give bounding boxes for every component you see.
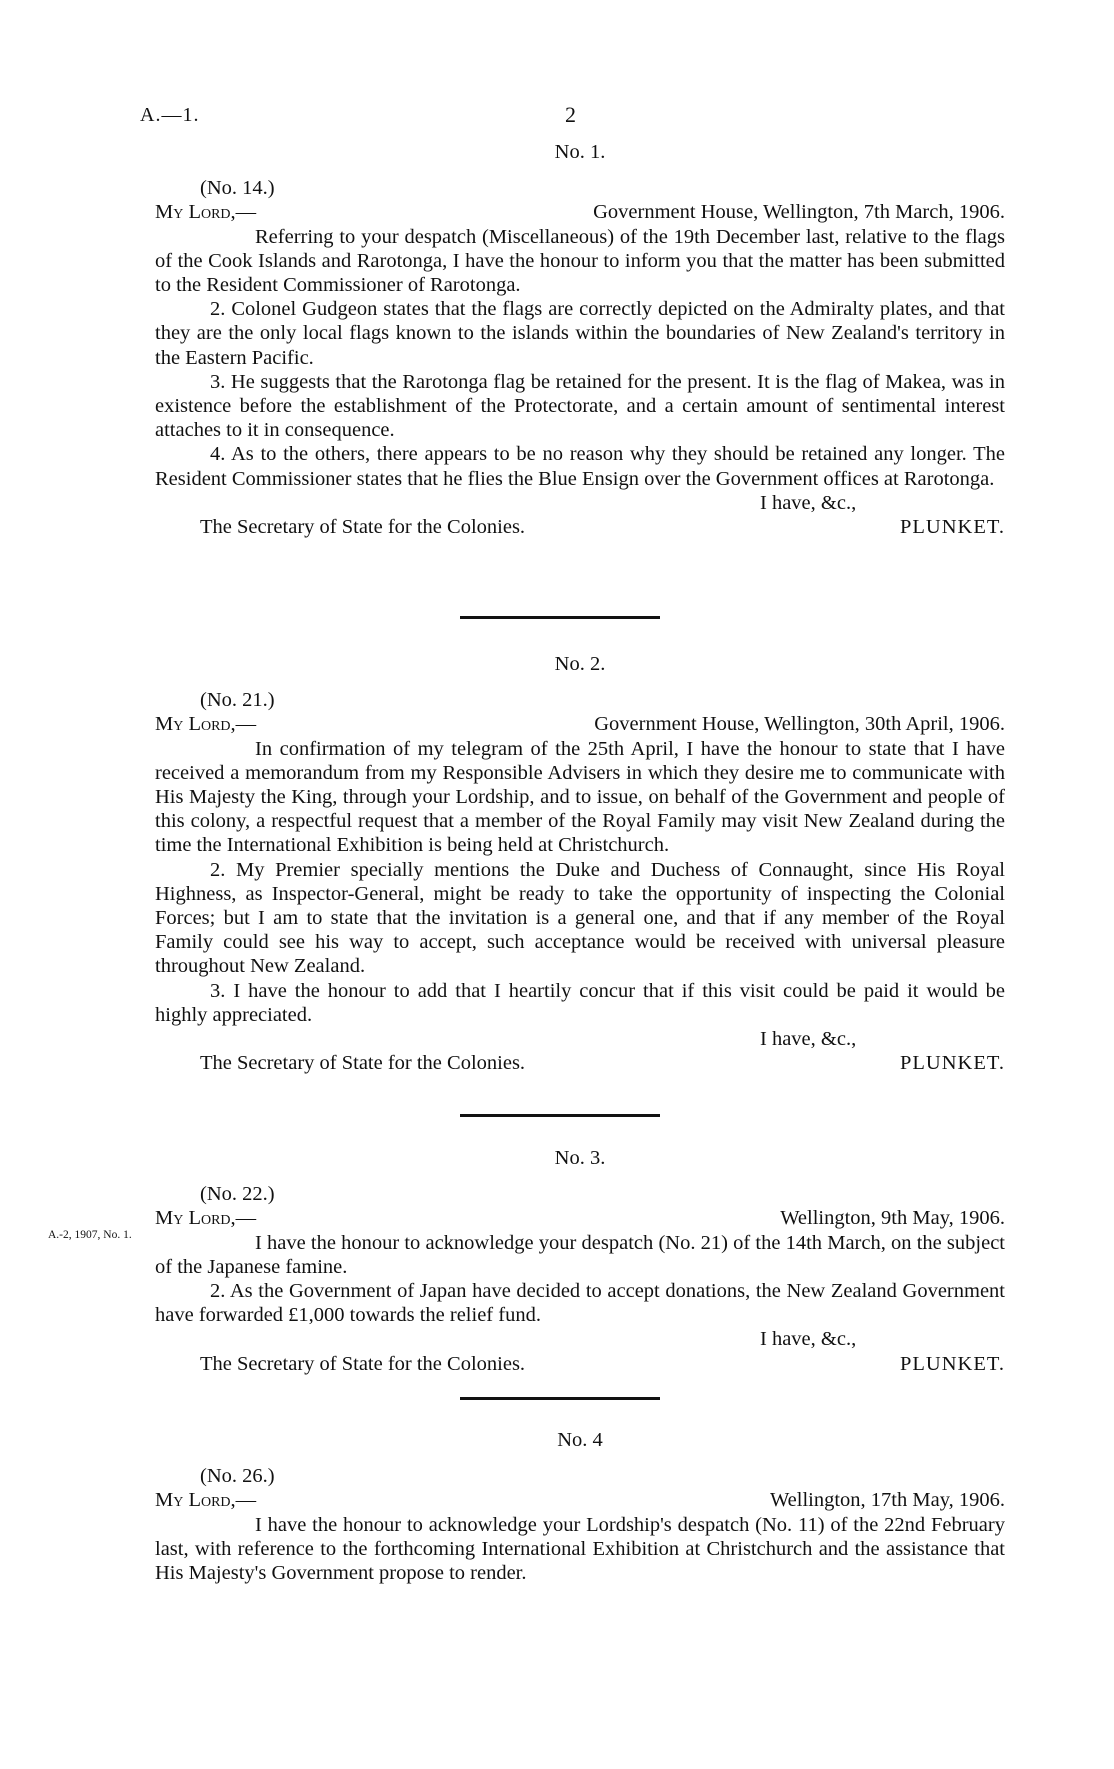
despatch-section-4: [155, 1428, 1005, 1585]
section-divider: [460, 616, 660, 619]
dateline: Government House, Wellington, 30th April, 1906.: [594, 713, 1005, 736]
dateline: Wellington, 9th May, 1906.: [780, 1207, 1005, 1230]
recipient: The Secretary of State for the Colonies.: [200, 516, 526, 539]
margin-note: A.-2, 1907, No. 1.: [48, 1229, 132, 1241]
salutation: My Lord,—: [155, 1489, 257, 1512]
salutation: My Lord,—: [155, 713, 257, 736]
closing: I have, &c.,: [760, 491, 857, 514]
signature: PLUNKET.: [900, 1352, 1005, 1375]
despatch-section-1: [155, 140, 1005, 539]
section-heading: No. 3.: [554, 1147, 606, 1169]
report-reference: A.—1.: [140, 104, 200, 126]
dateline: Wellington, 17th May, 1906.: [769, 1489, 1005, 1512]
signature: PLUNKET.: [900, 516, 1005, 539]
paragraph: In confirmation of my telegram of the 25th April, I have the honour to state that I have received a memorandum from my Responsible Advisers in which they desire me to communicate with His Majesty the King, through your Lordship, and to issue, on behalf of the Government and people of this colony, a respectful request that a member of the Royal Family may visit New Zealand during the time the International Exhibition is being held at Christchurch.: [155, 737, 1005, 857]
paragraph: 2. As the Government of Japan have decided to accept donations, the New Zealand Government have forwarded £1,000 towards the relief fund.: [155, 1280, 1005, 1327]
section-heading: No. 1.: [554, 141, 606, 163]
closing: I have, &c.,: [760, 1028, 857, 1051]
despatch-number: (No. 14.): [200, 177, 275, 200]
closing: I have, &c.,: [760, 1328, 857, 1351]
paragraph: I have the honour to acknowledge your Lordship's despatch (No. 11) of the 22nd February last, with reference to the forthcoming International Exhibition at Christchurch and the assistance that His Majesty's Government propose to render.: [155, 1513, 1005, 1585]
paragraph: I have the honour to acknowledge your despatch (No. 21) of the 14th March, on the subject of the Japanese famine.: [155, 1231, 1005, 1278]
despatch-number: (No. 22.): [200, 1183, 275, 1206]
despatch-number: (No. 26.): [200, 1465, 275, 1488]
despatch-section-3: [155, 1146, 1005, 1376]
recipient: The Secretary of State for the Colonies.: [200, 1352, 526, 1375]
paragraph: 2. Colonel Gudgeon states that the flags are correctly depicted on the Admiralty plates, and that they are the only local flags known to the islands within the boundaries of New Zealand's territory in the Eastern Pacific.: [155, 298, 1005, 369]
paragraph: 3. I have the honour to add that I heartily concur that if this visit could be paid it would be highly appreciated.: [155, 979, 1005, 1026]
despatch-section-2: [155, 652, 1005, 1075]
section-divider: [460, 1114, 660, 1117]
paragraph: 2. My Premier specially mentions the Duke and Duchess of Connaught, since His Royal Highness, as Inspector-General, might be ready to take the opportunity of inspecting the Colonial Forces; but I am to state that the invitation is a general one, and that if any member of the Royal Family could see his way to accept, such acceptance would be received with universal pleasure throughout New Zealand.: [155, 858, 1005, 978]
paragraph: 4. As to the others, there appears to be no reason why they should be retained any longer. The Resident Commissioner states that he flies the Blue Ensign over the Government offices at Rarotonga.: [155, 443, 1005, 490]
despatch-number: (No. 21.): [200, 689, 275, 712]
signature: PLUNKET.: [900, 1052, 1005, 1075]
recipient: The Secretary of State for the Colonies.: [200, 1052, 526, 1075]
salutation: My Lord,—: [155, 201, 257, 224]
dateline: Government House, Wellington, 7th March, 1906.: [593, 201, 1005, 224]
section-divider: [460, 1397, 660, 1400]
section-heading: No. 2.: [554, 653, 606, 675]
paragraph: 3. He suggests that the Rarotonga flag be retained for the present. It is the flag of Makea, was in existence before the establishment of the Protectorate, and a certain amount of sentimental interest attaches to it in consequence.: [155, 370, 1005, 442]
paragraph: Referring to your despatch (Miscellaneous) of the 19th December last, relative to the flags of the Cook Islands and Rarotonga, I have the honour to inform you that the matter has been submitted to the Resident Commissioner of Rarotonga.: [155, 225, 1005, 297]
salutation: My Lord,—: [155, 1207, 257, 1230]
page-number: 2: [565, 102, 576, 127]
section-heading: No. 4: [557, 1429, 603, 1451]
